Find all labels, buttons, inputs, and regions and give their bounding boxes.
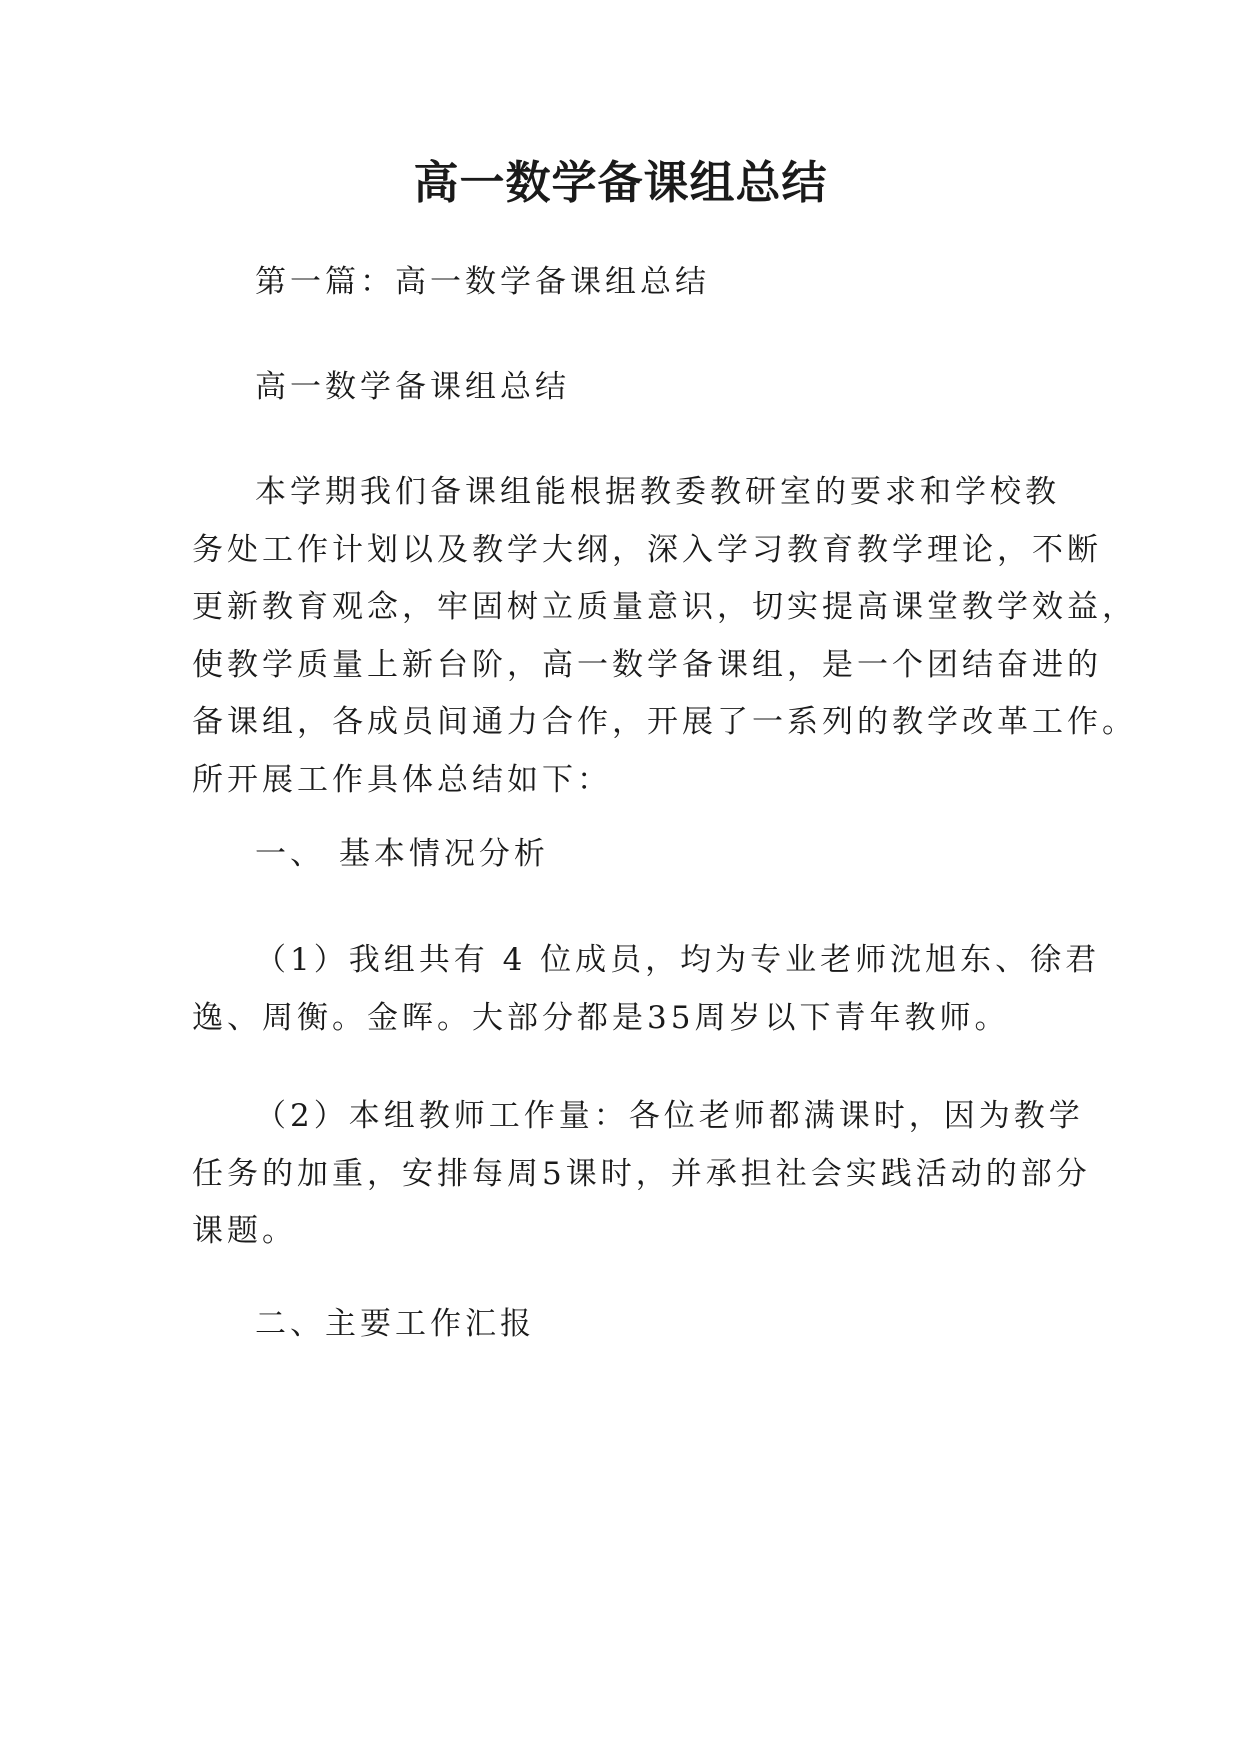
item-2-line: 课题。 [192, 1213, 297, 1249]
intro-line: 使教学质量上新台阶，高一数学备课组，是一个团结奋进的 [192, 646, 1102, 683]
intro-line: 所开展工作具体总结如下： [192, 761, 612, 798]
intro-line: 本学期我们备课组能根据教委教研室的要求和学校教 [255, 474, 1060, 510]
intro-line: 备课组，各成员间通力合作，开展了一系列的教学改革工作。 [192, 704, 1137, 740]
item-1-line: （1）我组共有 4 位成员，均为专业老师沈旭东、徐君 [255, 942, 1101, 978]
section-2-heading: 二、主要工作汇报 [255, 1306, 535, 1342]
document-title: 高一数学备课组总结 [413, 156, 828, 209]
intro-paragraph [192, 464, 1137, 809]
part-heading: 第一篇：高一数学备课组总结 [255, 264, 710, 300]
item-2-line: 任务的加重，安排每周5课时，并承担社会实践活动的部分 [192, 1155, 1091, 1192]
item-2-line: （2）本组教师工作量：各位老师都满课时，因为教学 [255, 1098, 1084, 1134]
section-1-heading: 一、 基本情况分析 [255, 836, 549, 872]
item-1-paragraph [192, 932, 1101, 1047]
intro-line: 务处工作计划以及教学大纲，深入学习教育教学理论，不断 [192, 531, 1102, 568]
item-1-line: 逸、周衡。金晖。大部分都是35周岁以下青年教师。 [192, 999, 1010, 1036]
sub-heading: 高一数学备课组总结 [255, 369, 570, 405]
item-2-paragraph [192, 1088, 1091, 1261]
intro-line: 更新教育观念，牢固树立质量意识，切实提高课堂教学效益， [192, 589, 1137, 625]
